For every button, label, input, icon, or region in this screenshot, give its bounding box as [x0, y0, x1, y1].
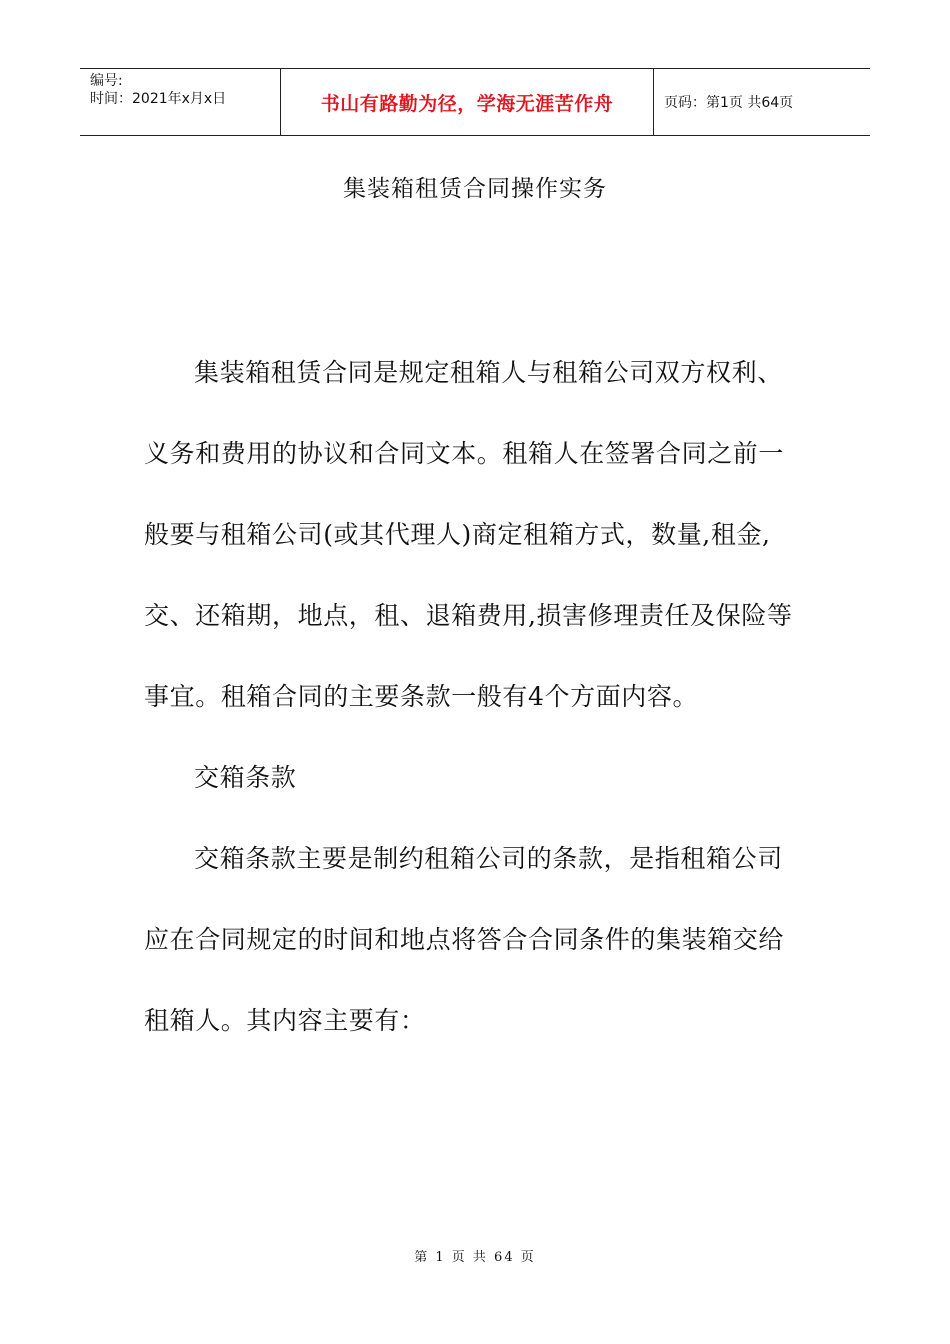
document-number-label: 编号:: [90, 73, 123, 89]
header-motto: 书山有路勤为径，学海无涯苦作舟: [281, 69, 654, 135]
paragraph: 集装箱租赁合同是规定租箱人与租箱公司双方权利、义务和费用的协议和合同文本。租箱人在签署合同之前一般要与租箱公司(或其代理人)商定租箱方式，数量,租金,交、还箱期，地点，租、退箱费用,损害修理责任及保险等事宜。租箱合同的主要条款一般有4个方面内容。: [144, 358, 793, 711]
document-body: [144, 332, 804, 1061]
document-header: [80, 68, 870, 136]
document-title: 集装箱租赁合同操作实务: [343, 176, 607, 202]
page-footer: 第 1 页 共 64 页: [414, 1250, 536, 1265]
paragraph: 交箱条款主要是制约租箱公司的条款，是指租箱公司应在合同规定的时间和地点将答合合同条件的集装箱交给租箱人。其内容主要有：: [144, 844, 785, 1035]
document-date: 时间：2021年x月x日: [90, 91, 227, 107]
header-meta: [80, 69, 281, 135]
header-page-code: 页码：第1页 共64页: [664, 95, 794, 111]
section-heading: 交箱条款: [194, 763, 297, 792]
